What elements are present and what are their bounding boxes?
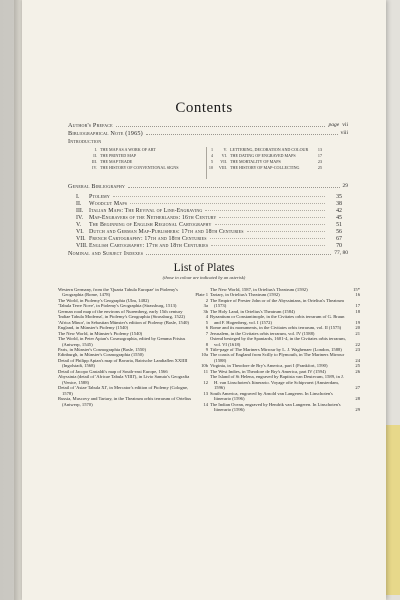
plate-title: Virginia, in Theodore de Bry's America, part I (Frankfort, 1590) [210,363,328,369]
plate-title: The Empire of Prester John or of the Abyssinians, in Ortelius's Theatrum (1573) [210,297,344,309]
chapter-row: VIII. English Cartography: 17th and 18th Centuries 70 [76,242,342,249]
plate-number: 5 [205,319,208,325]
plate-title: England, in Münster's Ptolemy (1540) [58,325,129,331]
plate-number: 18 [355,308,360,314]
plates-right-column [210,287,360,412]
plate-title: 'Africa Minor', in Sebastian Münster's edition of Ptolemy (Basle, 1540) [58,319,189,325]
plate-entry [58,336,208,347]
plate-title: Russia, Muscovy and Tartary, in the Theatrum orbis terrarum of Ortelius (Antwerp, 1570) [58,396,192,407]
intro-row: II. THE PRINTED MAP 4 VI. THE DATING OF ENGRAVED MAPS 17 [93,152,322,158]
plate-number: 29 [355,406,360,412]
chapter-row: I. Ptolemy 35 [76,193,342,200]
general-bibliography: General Bibliography 29 [68,183,348,190]
plate-title: Ostend besieged by the Spaniards, 1601-4, in the Civitates orbis terrarum, vol. VI (1618) [210,336,346,347]
plate-title: The West Indies, in Theodore de Bry's America, part IV (1594) [210,368,326,374]
plate-number: 9 [205,346,208,352]
plate-number: 10b [201,363,208,369]
plate-title: The Island of St Helena, engraved by Baptista van Deutecum, 1589, in J. H. van Linschoten's Itinerario. Voyage ofte Schipvaert (Amsterdam, 1596) [210,374,344,391]
front-matter-bibliographical-note: Bibliographical Note (1965) viii [68,130,348,137]
introduction-list [86,146,322,171]
chapter-row: III. Italian Maps: The Revival of Line-Engraving 42 [76,207,342,214]
plate-number: 22 [355,341,360,347]
plates-left-column [58,287,208,407]
plate-title: The World, in Ptolemy's Geographia (Ulm, 1482) [58,297,149,303]
plate-number: 17 [355,303,360,309]
plate-title: Title-page of The Mariners Mirrour by L. J. Waghenaer (London, 1588) [210,346,342,352]
plate-title: Rome and its monuments, in the Civitates orbis terrarum, vol. II (1575) [210,325,342,331]
plate-number: 11 [203,368,208,374]
plate-number: 15* [353,287,360,292]
page-title: Contents [175,100,233,116]
chapter-list [76,193,342,249]
intro-row: I. THE MAP AS A WORK OF ART 1 V. LETTERING, DECORATION AND COLOUR 13 [94,146,322,152]
intro-row: IV. THE HISTORY OF CONVENTIONAL SIGNS 10 VIII. THE HISTORY OF MAP-COLLECTING 25 [92,165,322,171]
plate-entry [58,385,208,396]
plate-title: The coasts of England from Scilly to Plymouth, in The Mariners Mirrour (1588) [210,352,345,363]
plates-note: (those in colour are indicated by an asterisk) [162,275,246,280]
contents-page [22,0,386,600]
plate-title: South America, engraved by Arnold van Langeren. In Linschoten's Itinerario (1596) [210,390,333,402]
chapter-row: V. The Beginning of English Regional Cartography 51 [76,221,342,228]
plate-number: 28 [355,396,360,402]
intro-row: III. THE MAP TRADE 5 VII. THE MORTALITY OF MAPS 23 [91,158,322,164]
indexes: Nominal and Subject Indexes 77, 80 [68,250,348,257]
plate-title: Tartary, in Ortelius's Theatrum (1592) [210,292,280,298]
plate-entry [210,298,360,309]
plate-entry [210,314,360,325]
plate-title: Western Germany, from the 'Quarta Tabula Europae' in Ptolemy's Geographia (Rome, 1478) [58,287,178,298]
plate-title: The Holy Land, in Ortelius's Theatrum (1584) [210,308,295,314]
plate-number: 4 [205,314,208,320]
plate-entry [58,396,208,407]
chapter-row: II. Woodcut Maps 38 [76,200,342,207]
plate-title: The New World, 1587, in Ortelius's Theatrum (1592) [210,287,308,292]
plate-title: Byzantium or Constantinople, in the Civitates orbis terrarum of G. Braun and F. Hogenberg, vol. I (1572) [210,314,345,325]
plate-title: Abyssinia (detail of 'Africae Tabula VIIII'), in Livio Sanuto's Geografia (Venice, 1588) [58,374,190,385]
plate-title: Jerusalem, in the Civitates orbis terrarum, vol. IV (1588) [210,330,315,336]
plate-title: 'Indiae Tabula Moderna', in Ptolemy's Geographia (Strassburg, 1522) [58,314,185,320]
column-divider [206,147,207,179]
plate-title: German road map of the environs of Nuremberg, early 15th century [58,308,183,314]
plate-title: The New World, in Münster's Ptolemy (1540) [58,330,143,336]
plate-number: 3b [203,308,208,314]
plate-entry [210,336,360,347]
plate-title: The World, in Peter Apian's Cosmographia, edited by Gemma Frisius (Antwerp, 1545) [58,336,186,347]
plate-number: 27 [355,385,360,391]
plate-entry [210,402,360,413]
plate-title: Detail of 'Asiae Tabula XI', in Mercator's edition of Ptolemy (Cologne, 1578) [58,385,189,396]
plate-number: 6 [205,325,208,331]
chapter-row: VII. French Cartography: 17th and 18th Centuries 67 [76,235,342,242]
plate-title: The Indian Ocean, engraved by Hendrik van Langeren. In Linschoten's Itinerario (1596) [210,401,341,412]
plate-title: Detail of Philipp Apian's map of Bavaria, Bairische Landtaflen XXIIII (Ingolstadt, 1568) [58,357,188,369]
plate-entry [210,352,360,363]
plate-number: 7 [205,330,208,336]
plate-number: 10a [201,352,208,358]
plate-number: 25 [355,363,360,369]
front-matter-introduction: Introduction [68,138,102,145]
plate-number: 19 [355,319,360,325]
plates-heading: List of Plates [173,262,235,274]
plate-number: Plate 1 [195,292,208,298]
plate-number: 13 [203,390,208,396]
plate-entry [210,391,360,402]
chapter-row: VI. Dutch and German Map-Publishers: 17th and 18th Centuries 56 [76,228,342,235]
plate-number: 3a [203,303,208,309]
chapter-row: IV. Map-Engravers of the Netherlands: 16th Century 45 [76,214,342,221]
plate-entry [210,374,360,390]
plate-number: 12 [203,379,208,385]
plate-entry [58,358,208,369]
front-matter-preface: Author's Preface page vii [68,122,348,129]
plate-title: Paris, in Münster's Cosmographia (Basle, 1550) [58,346,146,352]
plate-number: 16 [355,292,360,298]
plate-entry [58,287,208,298]
plate-number: 26 [355,368,360,374]
plate-number: 24 [355,357,360,363]
plate-title: Detail of Jacopo Gastaldi's map of South-east Europe, 1566 [58,368,168,374]
plate-title: Edinburgh, in Münster's Cosmographia (1550) [58,352,144,358]
plate-number: 20 [355,325,360,331]
plate-number: 21 [355,330,360,336]
plate-number: 14 [203,401,208,407]
plate-number: 23 [355,346,360,352]
plate-number: 8 [205,341,208,347]
plate-number: 2 [205,297,208,303]
plate-entry [58,374,208,385]
plate-title: 'Tabula Terre Nove', in Ptolemy's Geographia (Strassburg, 1513) [58,303,177,309]
